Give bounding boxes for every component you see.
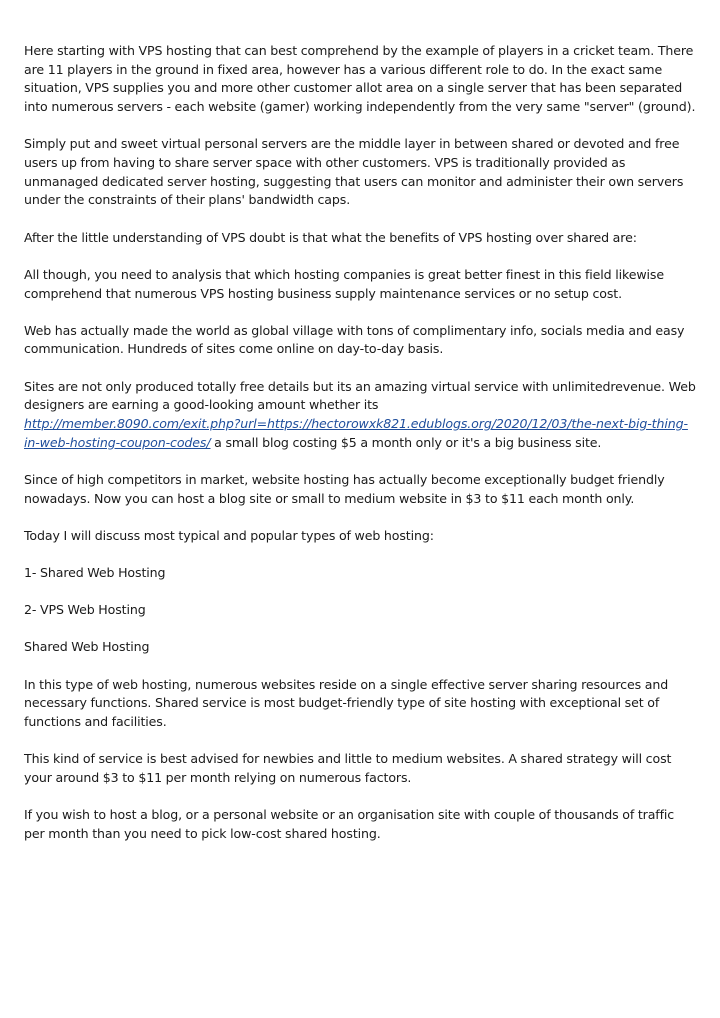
list-item-vps-hosting: 2- VPS Web Hosting [24,602,146,618]
paragraph-global-village: Web has actually made the world as global village with tons of complimentary info, socials media and easy communication. Hundreds of sites come online on day-to-day basis. [24,322,685,357]
paragraph-types-intro: Today I will discuss most typical and popular types of web hosting: [24,527,434,543]
paragraph-vps-definition: Simply put and sweet virtual personal servers are the middle layer in between shared or devoted and free users up from having to share server space with other customers. VPS is traditionally provided as unmanaged dedicated server hosting, suggesting that users can monitor and administer their own servers under the constraints of their plans' bandwidth caps. [24,136,684,208]
paragraph-vps-intro: Here starting with VPS hosting that can best comprehend by the example of players in a cricket team. There are 11 players in the ground in fixed area, however has a various different role to do. In the exact same situation, VPS supplies you and more other customer allot area on a single server that has been separated into numerous servers - each website (gamer) working independently from the very same "server" (ground). [24,43,696,115]
list-item-shared-hosting: 1- Shared Web Hosting [24,565,166,581]
paragraph-text-after-link: a small blog costing $5 a month only or it's a big business site. [210,434,602,450]
document-body [24,42,696,862]
section-heading-shared-hosting: Shared Web Hosting [24,639,150,655]
paragraph-shared-definition: In this type of web hosting, numerous websites reside on a single effective server sharing resources and necessary functions. Shared service is most budget-friendly type of site hosting with exceptional set of functions and facilities. [24,676,669,730]
paragraph-benefits-question: After the little understanding of VPS doubt is that what the benefits of VPS hosting over shared are: [24,229,637,245]
paragraph-competitors: Since of high competitors in market, website hosting has actually become exceptionally budget friendly nowadays. Now you can host a blog site or small to medium website in $3 to $11 each month only. [24,471,665,506]
paragraph-analysis: All though, you need to analysis that which hosting companies is great better finest in this field likewise comprehend that numerous VPS hosting business supply maintenance services or no setup cost. [24,266,664,301]
paragraph-text-before-link: Sites are not only produced totally free details but its an amazing virtual service with unlimitedrevenue. Web designers are earning a good-looking amount whether its [24,378,696,413]
paragraph-blog-hosting: If you wish to host a blog, or a personal website or an organisation site with couple of thousands of traffic per month than you need to pick low-cost shared hosting. [24,807,675,841]
hosting-coupon-link[interactable]: http://member.8090.com/exit.php?url=https://hectorowxk821.edublogs.org/2020/12/03/the-next-big-thing-in-web-hosting-coupon-codes/ [24,416,688,450]
paragraph-shared-advice: This kind of service is best advised for newbies and little to medium websites. A shared strategy will cost your around $3 to $11 per month relying on numerous factors. [24,751,672,785]
paragraph-virtual-service [24,378,696,453]
